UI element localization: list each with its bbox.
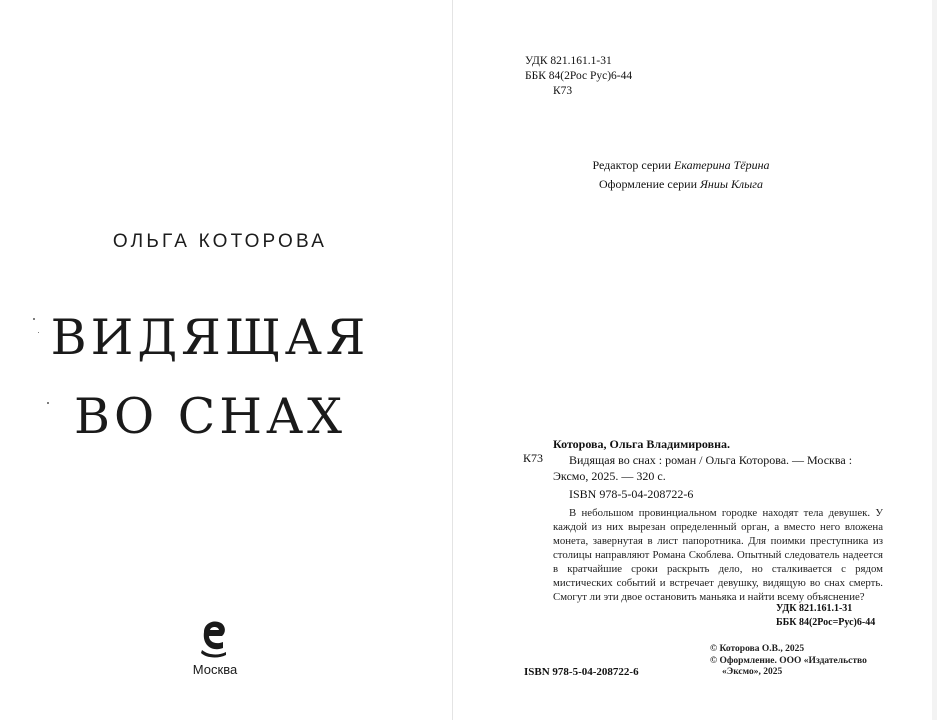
author-mark: К73 bbox=[553, 85, 573, 97]
book-title-line-1: ВИДЯЩАЯ bbox=[50, 309, 370, 366]
copyright-design: © Оформление. ООО «Издательство bbox=[710, 655, 867, 666]
classification-codes bbox=[525, 54, 632, 99]
page-edge bbox=[932, 0, 937, 720]
author-mark-side: К73 bbox=[523, 451, 544, 465]
right-page bbox=[453, 0, 937, 720]
bib-heading: Которова, Ольга Владимировна. bbox=[553, 437, 730, 451]
bbk-code: ББК 84(2Рос Рус)6-44 bbox=[525, 70, 633, 82]
series-editor-label: Редактор серии bbox=[592, 158, 671, 172]
bbk-code-bottom: ББК 84(2Рос=Рус)6-44 bbox=[776, 617, 876, 628]
series-design-label: Оформление серии bbox=[599, 177, 697, 191]
udk-code-bottom: УДК 821.161.1-31 bbox=[776, 603, 853, 614]
classification-codes-bottom bbox=[776, 602, 875, 630]
series-editor-line bbox=[556, 156, 806, 175]
book-title-line-2: ВО СНАХ bbox=[74, 388, 346, 445]
bib-entry: Видящая во снах : роман / Ольга Которова. — Москва : Эксмо, 2025. — 320 с. bbox=[553, 453, 853, 483]
eksmo-logo-icon bbox=[196, 614, 230, 658]
bibliographic-record bbox=[553, 436, 883, 502]
series-editor-name: Екатерина Тёрина bbox=[673, 158, 770, 172]
author-name: ОЛЬГА КОТОРОВА bbox=[112, 231, 328, 252]
series-design-name: Яниы Клыга bbox=[700, 177, 763, 191]
publisher-city: Москва bbox=[192, 662, 238, 677]
isbn-line: ISBN 978-5-04-208722-6 bbox=[569, 487, 694, 501]
series-credits bbox=[556, 156, 806, 194]
book-abstract: В небольшом провинциальном городке находят тела девушек. У каждой из них вырезан определенный орган, а вместо него вложена монета, завернутая в лист папоротника. Для поимки преступника из столицы направляют Романа Скоблева. Опытный следователь надеется в кратчайшие сроки раскрыть дело, но сталкивается с рядом мистических событий и встречает девушку, видящую во снах смерть. Смогут ли эти двое остановить маньяка и найти всему объяснение? bbox=[553, 507, 883, 603]
copyright-notice bbox=[710, 644, 867, 679]
left-page bbox=[0, 0, 452, 720]
udk-code: УДК 821.161.1-31 bbox=[525, 55, 612, 67]
copyright-author: © Которова О.В., 2025 bbox=[710, 644, 805, 654]
isbn-bottom: ISBN 978-5-04-208722-6 bbox=[524, 666, 639, 678]
copyright-design-cont: «Эксмо», 2025 bbox=[722, 667, 783, 677]
series-design-line bbox=[556, 175, 806, 194]
